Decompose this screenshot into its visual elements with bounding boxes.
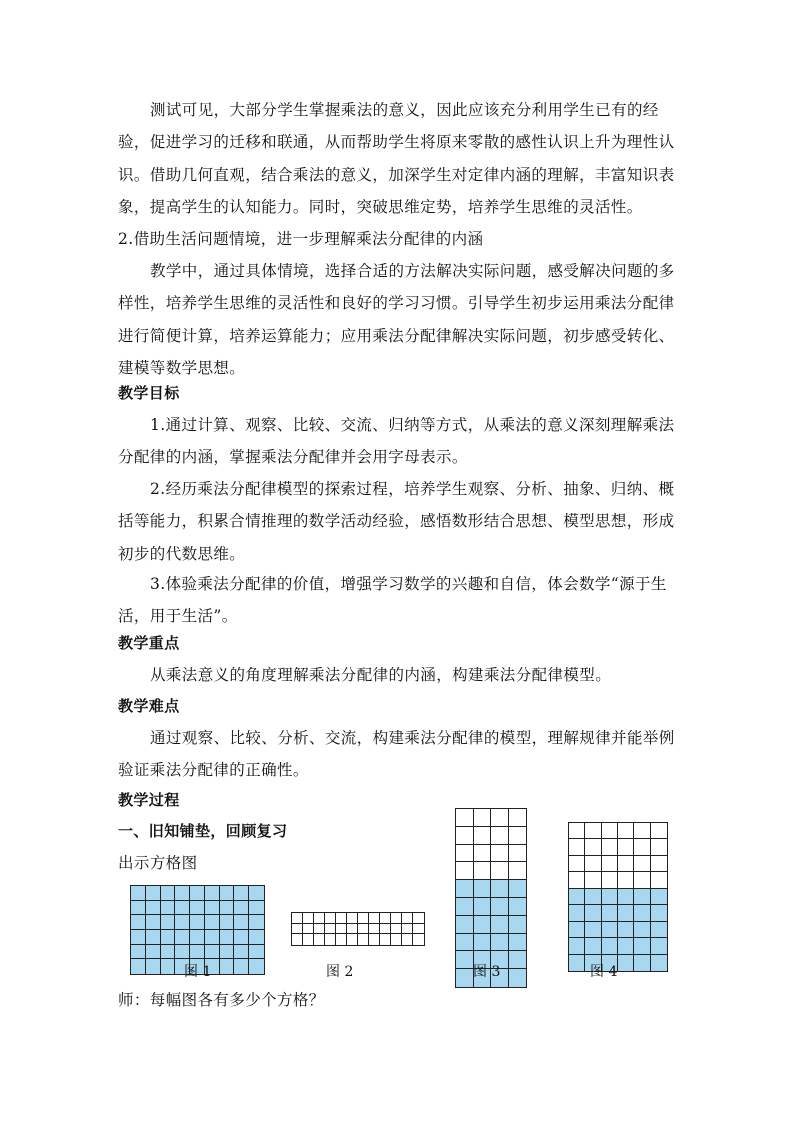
goal-3: 3.体验乘法分配律的价值，增强学习数学的兴趣和自信，体会数学“源于生活，用于生活”。	[118, 575, 667, 626]
grid-cell	[651, 839, 667, 855]
grid-cell	[491, 898, 509, 916]
grid-cell	[161, 901, 176, 916]
heading-difficulty: 教学难点	[118, 697, 180, 715]
grid-cell	[509, 862, 527, 880]
grid-cell	[369, 934, 380, 945]
grid-cell	[618, 839, 634, 855]
grid-cell	[569, 823, 585, 839]
grid-cell	[651, 889, 667, 905]
grid-cell	[358, 924, 369, 935]
heading-step-1: 一、旧知铺垫，回顾复习	[118, 822, 288, 840]
grid-cell	[325, 934, 336, 945]
grid-cell	[190, 945, 205, 960]
grid-cell	[456, 827, 474, 845]
grid-cell	[569, 922, 585, 938]
grid-cell	[131, 886, 146, 901]
grid-cell	[634, 823, 650, 839]
grid-cell	[303, 934, 314, 945]
grid-cell	[585, 856, 601, 872]
grid-cell	[602, 938, 618, 954]
grid-cell	[585, 889, 601, 905]
grid-cell	[146, 901, 161, 916]
grid-cell	[491, 845, 509, 863]
grid-cell	[175, 901, 190, 916]
grid-cell	[413, 924, 424, 935]
grid-cell	[569, 955, 585, 971]
grid-cell	[474, 934, 492, 952]
grid-cell	[634, 905, 650, 921]
grid-cell	[336, 913, 347, 924]
heading-goals: 教学目标	[118, 384, 180, 402]
grid-cell	[456, 862, 474, 880]
grid-cell	[651, 905, 667, 921]
paragraph-teaching: 教学中，通过具体情境，选择合适的方法解决实际问题，感受解决问题的多样性，培养学生思维的灵活性和良好的学习习惯。引导学生初步运用乘法分配律进行简便计算，培养运算能力；应用乘法分配律解决实际问题，初步感受转化、建模等数学思想。	[118, 262, 675, 378]
paragraph-intro: 测试可见，大部分学生掌握乘法的意义，因此应该充分利用学生已有的经验，促进学习的迁移和联通，从而帮助学生将原来零散的感性认识上升为理性认识。借助几何直观，结合乘法的意义，加深学生对定律内涵的理解，丰富知识表象，提高学生的认知能力。同时，突破思维定势，培养学生思维的灵活性。	[118, 101, 675, 217]
grid-cell	[249, 930, 264, 945]
grid-cell	[347, 924, 358, 935]
grid-cell	[602, 905, 618, 921]
grid-cell	[569, 905, 585, 921]
grid-cell	[602, 823, 618, 839]
goal-2: 2.经历乘法分配律模型的探索过程，培养学生观察、分析、抽象、归纳、概括等能力，积累合情推理的数学活动经验，感悟数形结合思想、模型思想，形成初步的代数思维。	[118, 480, 675, 563]
grid-cell	[618, 938, 634, 954]
grid-cell	[585, 872, 601, 888]
grid-cell	[585, 839, 601, 855]
grid-cell	[190, 915, 205, 930]
grid-cell	[618, 905, 634, 921]
grid-cell	[456, 845, 474, 863]
grid-cell	[474, 862, 492, 880]
grid-cell	[602, 922, 618, 938]
grid-cell	[634, 938, 650, 954]
grid-cell	[651, 823, 667, 839]
grid-cell	[634, 922, 650, 938]
grid-cell	[175, 945, 190, 960]
grid-cell	[234, 886, 249, 901]
grid-cell	[402, 934, 413, 945]
caption-figure-3: 图 3	[473, 964, 501, 980]
grid-cell	[205, 930, 220, 945]
grid-cell	[618, 889, 634, 905]
grid-cell	[249, 959, 264, 974]
grid-cell	[602, 839, 618, 855]
grid-cell	[618, 955, 634, 971]
grid-cell	[634, 856, 650, 872]
grid-cell	[336, 934, 347, 945]
grid-cell	[314, 913, 325, 924]
grid-cell	[491, 880, 509, 898]
grid-cell	[369, 924, 380, 935]
grid-cell	[618, 856, 634, 872]
grid-cell	[602, 889, 618, 905]
grid-cell	[456, 880, 474, 898]
grid-cell	[456, 951, 474, 969]
grid-cell	[456, 809, 474, 827]
caption-figure-4: 图 4	[590, 964, 618, 980]
grid-cell	[146, 915, 161, 930]
grid-cell	[249, 945, 264, 960]
grid-cell	[347, 934, 358, 945]
grid-cell	[131, 915, 146, 930]
grid-cell	[509, 916, 527, 934]
grid-cell	[234, 915, 249, 930]
grid-cell	[234, 959, 249, 974]
grid-cell	[146, 886, 161, 901]
grid-cell	[456, 916, 474, 934]
grid-cell	[131, 945, 146, 960]
grid-cell	[303, 913, 314, 924]
grid-cell	[634, 889, 650, 905]
grid-cell	[161, 959, 176, 974]
grid-cell	[456, 934, 474, 952]
grid-cell	[314, 934, 325, 945]
grid-figure-4	[568, 822, 668, 972]
grid-cell	[585, 922, 601, 938]
grid-cell	[303, 924, 314, 935]
grid-cell	[220, 901, 235, 916]
grid-cell	[234, 901, 249, 916]
grid-cell	[358, 913, 369, 924]
grid-cell	[190, 930, 205, 945]
grid-cell	[358, 934, 369, 945]
grid-cell	[220, 930, 235, 945]
grid-cell	[325, 924, 336, 935]
grid-cell	[413, 934, 424, 945]
grid-cell	[474, 827, 492, 845]
grid-cell	[634, 872, 650, 888]
grid-cell	[618, 922, 634, 938]
caption-figure-2: 图 2	[326, 964, 354, 980]
grid-cell	[161, 945, 176, 960]
grid-cell	[402, 924, 413, 935]
grid-cell	[175, 930, 190, 945]
grid-cell	[509, 880, 527, 898]
grid-cell	[249, 886, 264, 901]
grid-cell	[220, 959, 235, 974]
grid-cell	[651, 856, 667, 872]
grid-cell	[651, 938, 667, 954]
grid-cell	[234, 945, 249, 960]
grid-cell	[491, 916, 509, 934]
grid-cell	[190, 901, 205, 916]
grid-cell	[205, 945, 220, 960]
grid-cell	[347, 913, 358, 924]
subheading-2: 2.借助生活问题情境，进一步理解乘法分配律的内涵	[118, 230, 484, 248]
grid-cell	[509, 898, 527, 916]
grid-cell	[509, 845, 527, 863]
grid-cell	[618, 872, 634, 888]
grid-cell	[474, 809, 492, 827]
grid-cell	[146, 945, 161, 960]
caption-figure-1: 图 1	[184, 964, 212, 980]
grid-cell	[205, 901, 220, 916]
grid-cell	[146, 959, 161, 974]
grid-figure-2	[291, 912, 425, 946]
grid-cell	[651, 922, 667, 938]
heading-process: 教学过程	[118, 791, 180, 809]
grid-cell	[474, 916, 492, 934]
grid-cell	[380, 934, 391, 945]
grid-cell	[569, 872, 585, 888]
grid-cell	[234, 930, 249, 945]
grid-cell	[509, 951, 527, 969]
grid-cell	[380, 913, 391, 924]
grid-cell	[618, 823, 634, 839]
key-text: 从乘法意义的角度理解乘法分配律的内涵，构建乘法分配律模型。	[150, 666, 612, 684]
grid-cell	[292, 934, 303, 945]
grid-cell	[569, 938, 585, 954]
grid-cell	[161, 930, 176, 945]
grid-cell	[651, 872, 667, 888]
grid-cell	[325, 913, 336, 924]
grid-cell	[634, 839, 650, 855]
grid-cell	[205, 915, 220, 930]
grid-cell	[131, 930, 146, 945]
grid-cell	[249, 915, 264, 930]
grid-cell	[175, 915, 190, 930]
grid-cell	[175, 886, 190, 901]
grid-cell	[491, 827, 509, 845]
grid-cell	[369, 913, 380, 924]
grid-cell	[456, 898, 474, 916]
difficulty-text: 通过观察、比较、分析、交流，构建乘法分配律的模型，理解规律并能举例验证乘法分配律的正确性。	[118, 729, 675, 780]
grid-cell	[220, 915, 235, 930]
question-text: 师：每幅图各有多少个方格？	[118, 991, 325, 1009]
grid-cell	[509, 827, 527, 845]
grid-cell	[292, 924, 303, 935]
grid-cell	[131, 901, 146, 916]
grid-cell	[402, 913, 413, 924]
grid-cell	[491, 862, 509, 880]
grid-cell	[220, 886, 235, 901]
grid-cell	[391, 913, 402, 924]
grid-cell	[509, 809, 527, 827]
grid-cell	[380, 924, 391, 935]
grid-cell	[161, 886, 176, 901]
goal-1: 1.通过计算、观察、比较、交流、归纳等方式，从乘法的意义深刻理解乘法分配律的内涵，掌握乘法分配律并会用字母表示。	[118, 416, 675, 467]
grid-cell	[205, 886, 220, 901]
grid-cell	[651, 955, 667, 971]
grid-cell	[585, 938, 601, 954]
heading-key: 教学重点	[118, 634, 180, 652]
grid-cell	[292, 913, 303, 924]
grid-cell	[585, 823, 601, 839]
grid-cell	[491, 934, 509, 952]
grid-cell	[190, 886, 205, 901]
grid-cell	[474, 880, 492, 898]
grid-cell	[314, 924, 325, 935]
grid-cell	[249, 901, 264, 916]
grid-cell	[161, 915, 176, 930]
grid-cell	[602, 872, 618, 888]
grid-cell	[509, 934, 527, 952]
grid-cell	[336, 924, 347, 935]
grid-cell	[146, 930, 161, 945]
grid-cell	[474, 898, 492, 916]
grid-cell	[602, 856, 618, 872]
grid-cell	[131, 959, 146, 974]
grid-cell	[569, 839, 585, 855]
grid-cell	[491, 809, 509, 827]
grid-cell	[413, 913, 424, 924]
grid-cell	[569, 889, 585, 905]
grid-cell	[474, 845, 492, 863]
grid-cell	[391, 924, 402, 935]
grid-cell	[634, 955, 650, 971]
grid-cell	[220, 945, 235, 960]
show-grid-text: 出示方格图	[118, 854, 198, 872]
grid-cell	[391, 934, 402, 945]
grid-cell	[569, 856, 585, 872]
grid-cell	[585, 905, 601, 921]
